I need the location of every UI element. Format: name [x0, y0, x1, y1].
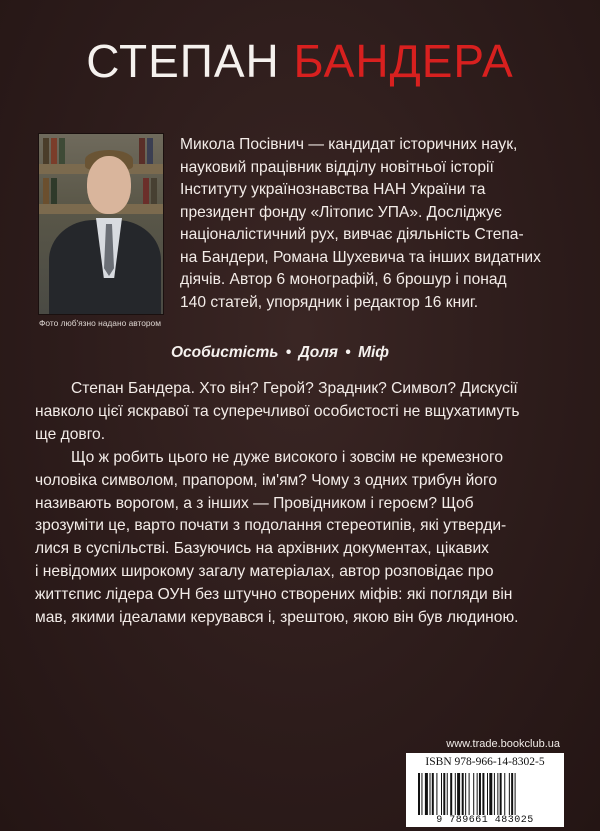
bio-line: науковий працівник відділу новітньої історії [180, 158, 494, 176]
title-last-name: БАНДЕРА [293, 35, 514, 87]
bio-line: президент фонду «Літопис УПА». Досліджує [180, 203, 502, 221]
photo-caption: Фото люб'язно надано автором [39, 318, 161, 328]
barcode-digits: 9 789661 483025 [436, 815, 534, 826]
subtitle-myth: Міф [358, 344, 390, 361]
author-bio [180, 134, 572, 314]
publisher-website: www.trade.bookclub.ua [446, 738, 560, 750]
subtitle-separator: • [285, 344, 292, 361]
description-line: навколо цієї яскравої та суперечливої особистості не вщухатимуть [35, 402, 520, 420]
book-title [0, 35, 600, 87]
description-line: життєпис лідера ОУН без штучно створених міфів: які погляди він [35, 586, 513, 604]
description-line: Степан Бандера. Хто він? Герой? Зрадник? Символ? Дискусії [71, 380, 518, 397]
bio-line: на Бандери, Романа Шухевича та інших видатних [180, 248, 541, 266]
subtitle-separator: • [345, 344, 351, 361]
barcode-bars [418, 773, 552, 815]
bio-line: Інституту українознавства НАН України та [180, 181, 486, 198]
subtitle-personality: Особистість [170, 344, 279, 361]
book-description [35, 378, 573, 630]
description-line: лися в суспільстві. Базуючись на архівних документах, цікавих [35, 540, 489, 558]
title-first-name: СТЕПАН [86, 35, 280, 87]
bio-line: 140 статей, упорядник і редактор 16 книг. [180, 293, 479, 311]
description-line: і невідомих широкому загалу матеріалах, автор розповідає про [35, 563, 494, 581]
description-line: зрозуміти це, варто почати з подолання стереотипів, які утверди- [35, 517, 507, 535]
description-line: ще довго. [35, 425, 106, 443]
bio-line: націоналістичний рух, вивчає діяльність Степа- [180, 226, 524, 243]
description-line: називають ворогом, а з інших — Провідником і героєм? Щоб [35, 494, 474, 512]
bio-line: Микола Посівнич — кандидат історичних наук, [180, 136, 518, 153]
bio-line: діячів. Автор 6 монографій, 6 брошур і понад [180, 271, 507, 288]
description-line: чоловіка символом, прапором, ім'ям? Чому з одних трибун його [35, 471, 497, 489]
description-line: мав, якими ідеалами керувався і, зрештою, якою він був людиною. [35, 609, 519, 627]
book-subtitle [0, 344, 560, 362]
subtitle-fate: Доля [298, 344, 339, 361]
isbn-barcode [406, 753, 564, 827]
author-photo [38, 133, 164, 315]
description-line: Що ж робить цього не дуже високого і зовсім не кремезного [71, 448, 503, 466]
isbn-number: ISBN 978-966-14-8302-5 [425, 756, 545, 768]
